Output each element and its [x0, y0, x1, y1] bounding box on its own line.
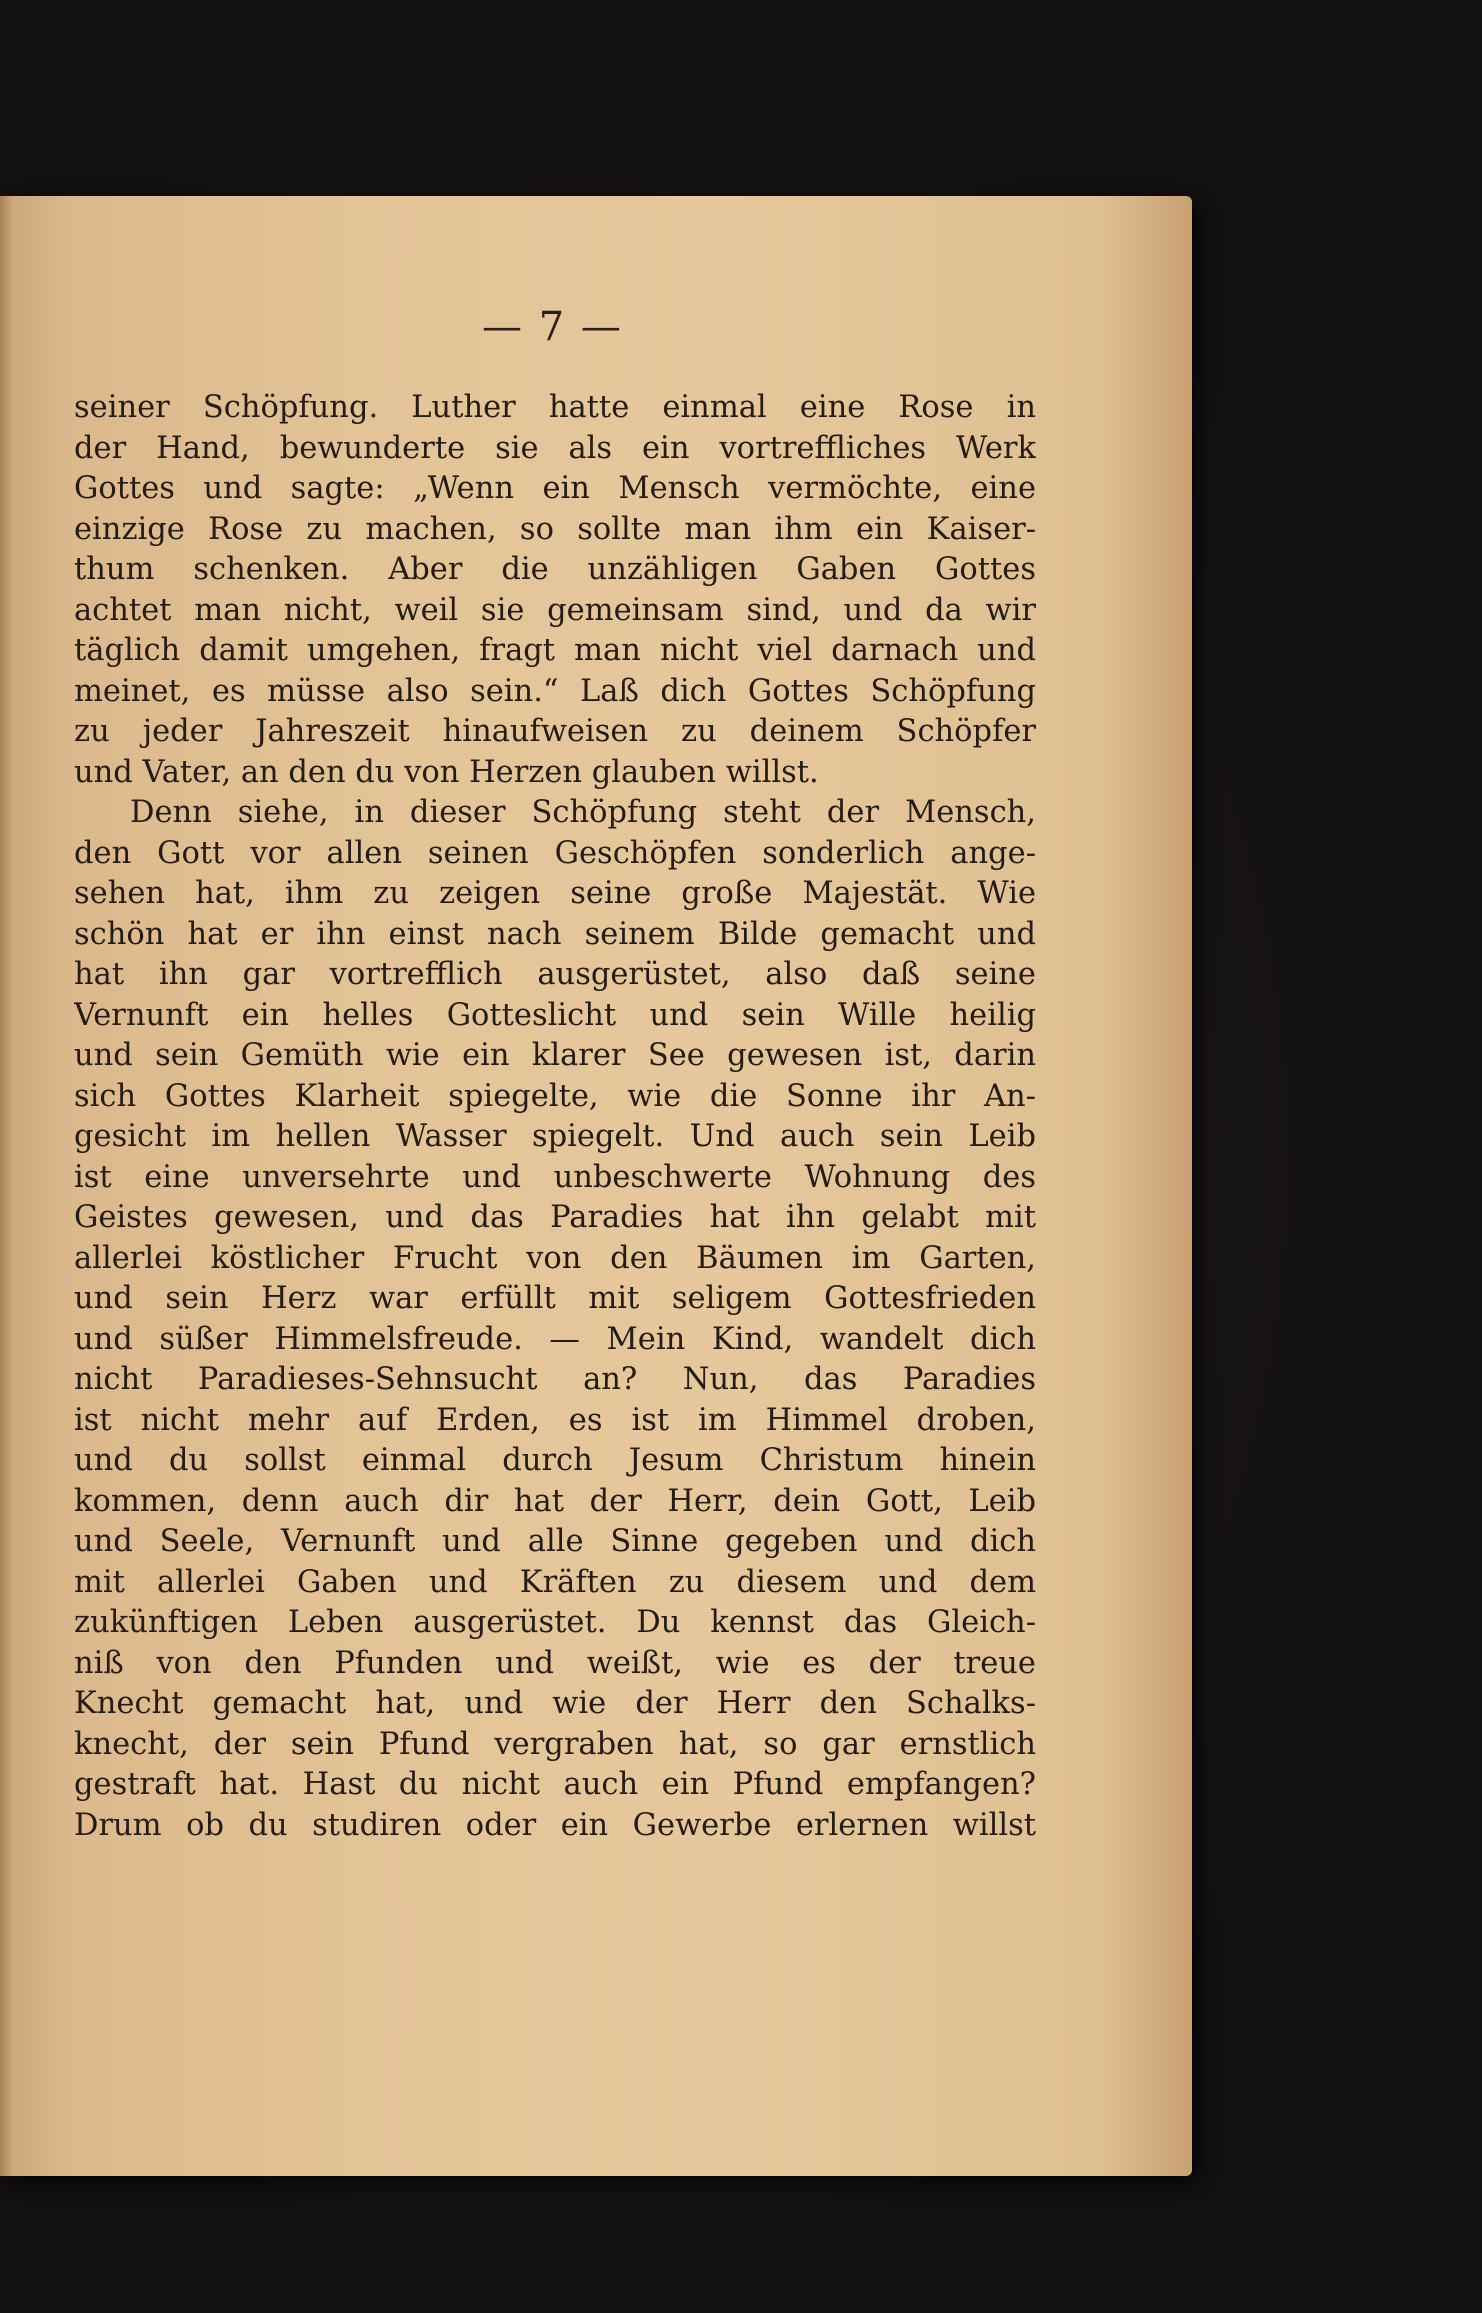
- text-line: und du sollst einmal durch Jesum Christum hinein: [74, 1443, 1036, 1478]
- text-line: sehen hat, ihm zu zeigen seine große Majestät. Wie: [74, 876, 1036, 911]
- text-line: Denn siehe, in dieser Schöpfung steht der Mensch,: [130, 795, 1036, 830]
- text-line: Vernunft ein helles Gotteslicht und sein Wille heilig: [74, 997, 1036, 1033]
- text-line: zukünftigen Leben ausgerüstet. Du kennst das Gleich-: [74, 1605, 1036, 1640]
- text-line: und Vater, an den du von Herzen glauben willst.: [74, 754, 819, 790]
- book-page: [0, 196, 1192, 2176]
- text-line: gesicht im hellen Wasser spiegelt. Und auch sein Leib: [74, 1119, 1036, 1154]
- text-line: nicht Paradieses-Sehnsucht an? Nun, das Paradies: [74, 1362, 1036, 1397]
- text-line: seiner Schöpfung. Luther hatte einmal eine Rose in: [74, 390, 1036, 425]
- text-line: Geistes gewesen, und das Paradies hat ihn gelabt mit: [74, 1200, 1036, 1235]
- text-line: der Hand, bewunderte sie als ein vortreffliches Werk: [74, 430, 1036, 466]
- text-line: meinet, es müsse also sein.“ Laß dich Gottes Schöpfung: [74, 673, 1036, 709]
- text-line: gestraft hat. Hast du nicht auch ein Pfund empfangen?: [74, 1767, 1036, 1802]
- body-text: [74, 388, 1036, 1846]
- text-line: den Gott vor allen seinen Geschöpfen sonderlich ange-: [74, 835, 1036, 871]
- text-line: sich Gottes Klarheit spiegelte, wie die Sonne ihr An-: [74, 1078, 1036, 1114]
- text-line: und sein Herz war erfüllt mit seligem Gottesfrieden: [74, 1281, 1036, 1316]
- text-line: schön hat er ihn einst nach seinem Bilde gemacht und: [74, 916, 1036, 952]
- text-line: niß von den Pfunden und weißt, wie es der treue: [74, 1645, 1036, 1681]
- text-line: mit allerlei Gaben und Kräften zu diesem und dem: [74, 1564, 1036, 1600]
- text-line: ist nicht mehr auf Erden, es ist im Himmel droben,: [74, 1402, 1036, 1438]
- text-line: kommen, denn auch dir hat der Herr, dein Gott, Leib: [74, 1483, 1036, 1519]
- page-number: — 7 —: [482, 304, 623, 350]
- text-line: Knecht gemacht hat, und wie der Herr den Schalks-: [74, 1686, 1036, 1721]
- text-line: zu jeder Jahreszeit hinaufweisen zu deinem Schöpfer: [74, 714, 1036, 749]
- text-line: Gottes und sagte: „Wenn ein Mensch vermöchte, eine: [74, 471, 1036, 506]
- text-line: achtet man nicht, weil sie gemeinsam sind, und da wir: [74, 592, 1036, 628]
- text-line: und sein Gemüth wie ein klarer See gewesen ist, darin: [74, 1038, 1036, 1073]
- text-line: hat ihn gar vortrefflich ausgerüstet, also daß seine: [74, 957, 1036, 992]
- text-line: einzige Rose zu machen, so sollte man ihm ein Kaiser-: [74, 511, 1036, 547]
- text-line: Drum ob du studiren oder ein Gewerbe erlernen willst: [74, 1807, 1036, 1843]
- text-line: allerlei köstlicher Frucht von den Bäumen im Garten,: [74, 1240, 1036, 1276]
- text-line: täglich damit umgehen, fragt man nicht viel darnach und: [74, 633, 1036, 668]
- text-line: und süßer Himmelsfreude. — Mein Kind, wandelt dich: [74, 1321, 1036, 1357]
- page-edge: [0, 196, 14, 2176]
- text-line: knecht, der sein Pfund vergraben hat, so gar ernstlich: [74, 1726, 1036, 1762]
- text-line: thum schenken. Aber die unzähligen Gaben Gottes: [74, 552, 1036, 587]
- text-line: und Seele, Vernunft und alle Sinne gegeben und dich: [74, 1524, 1036, 1559]
- text-line: ist eine unversehrte und unbeschwerte Wohnung des: [74, 1159, 1036, 1195]
